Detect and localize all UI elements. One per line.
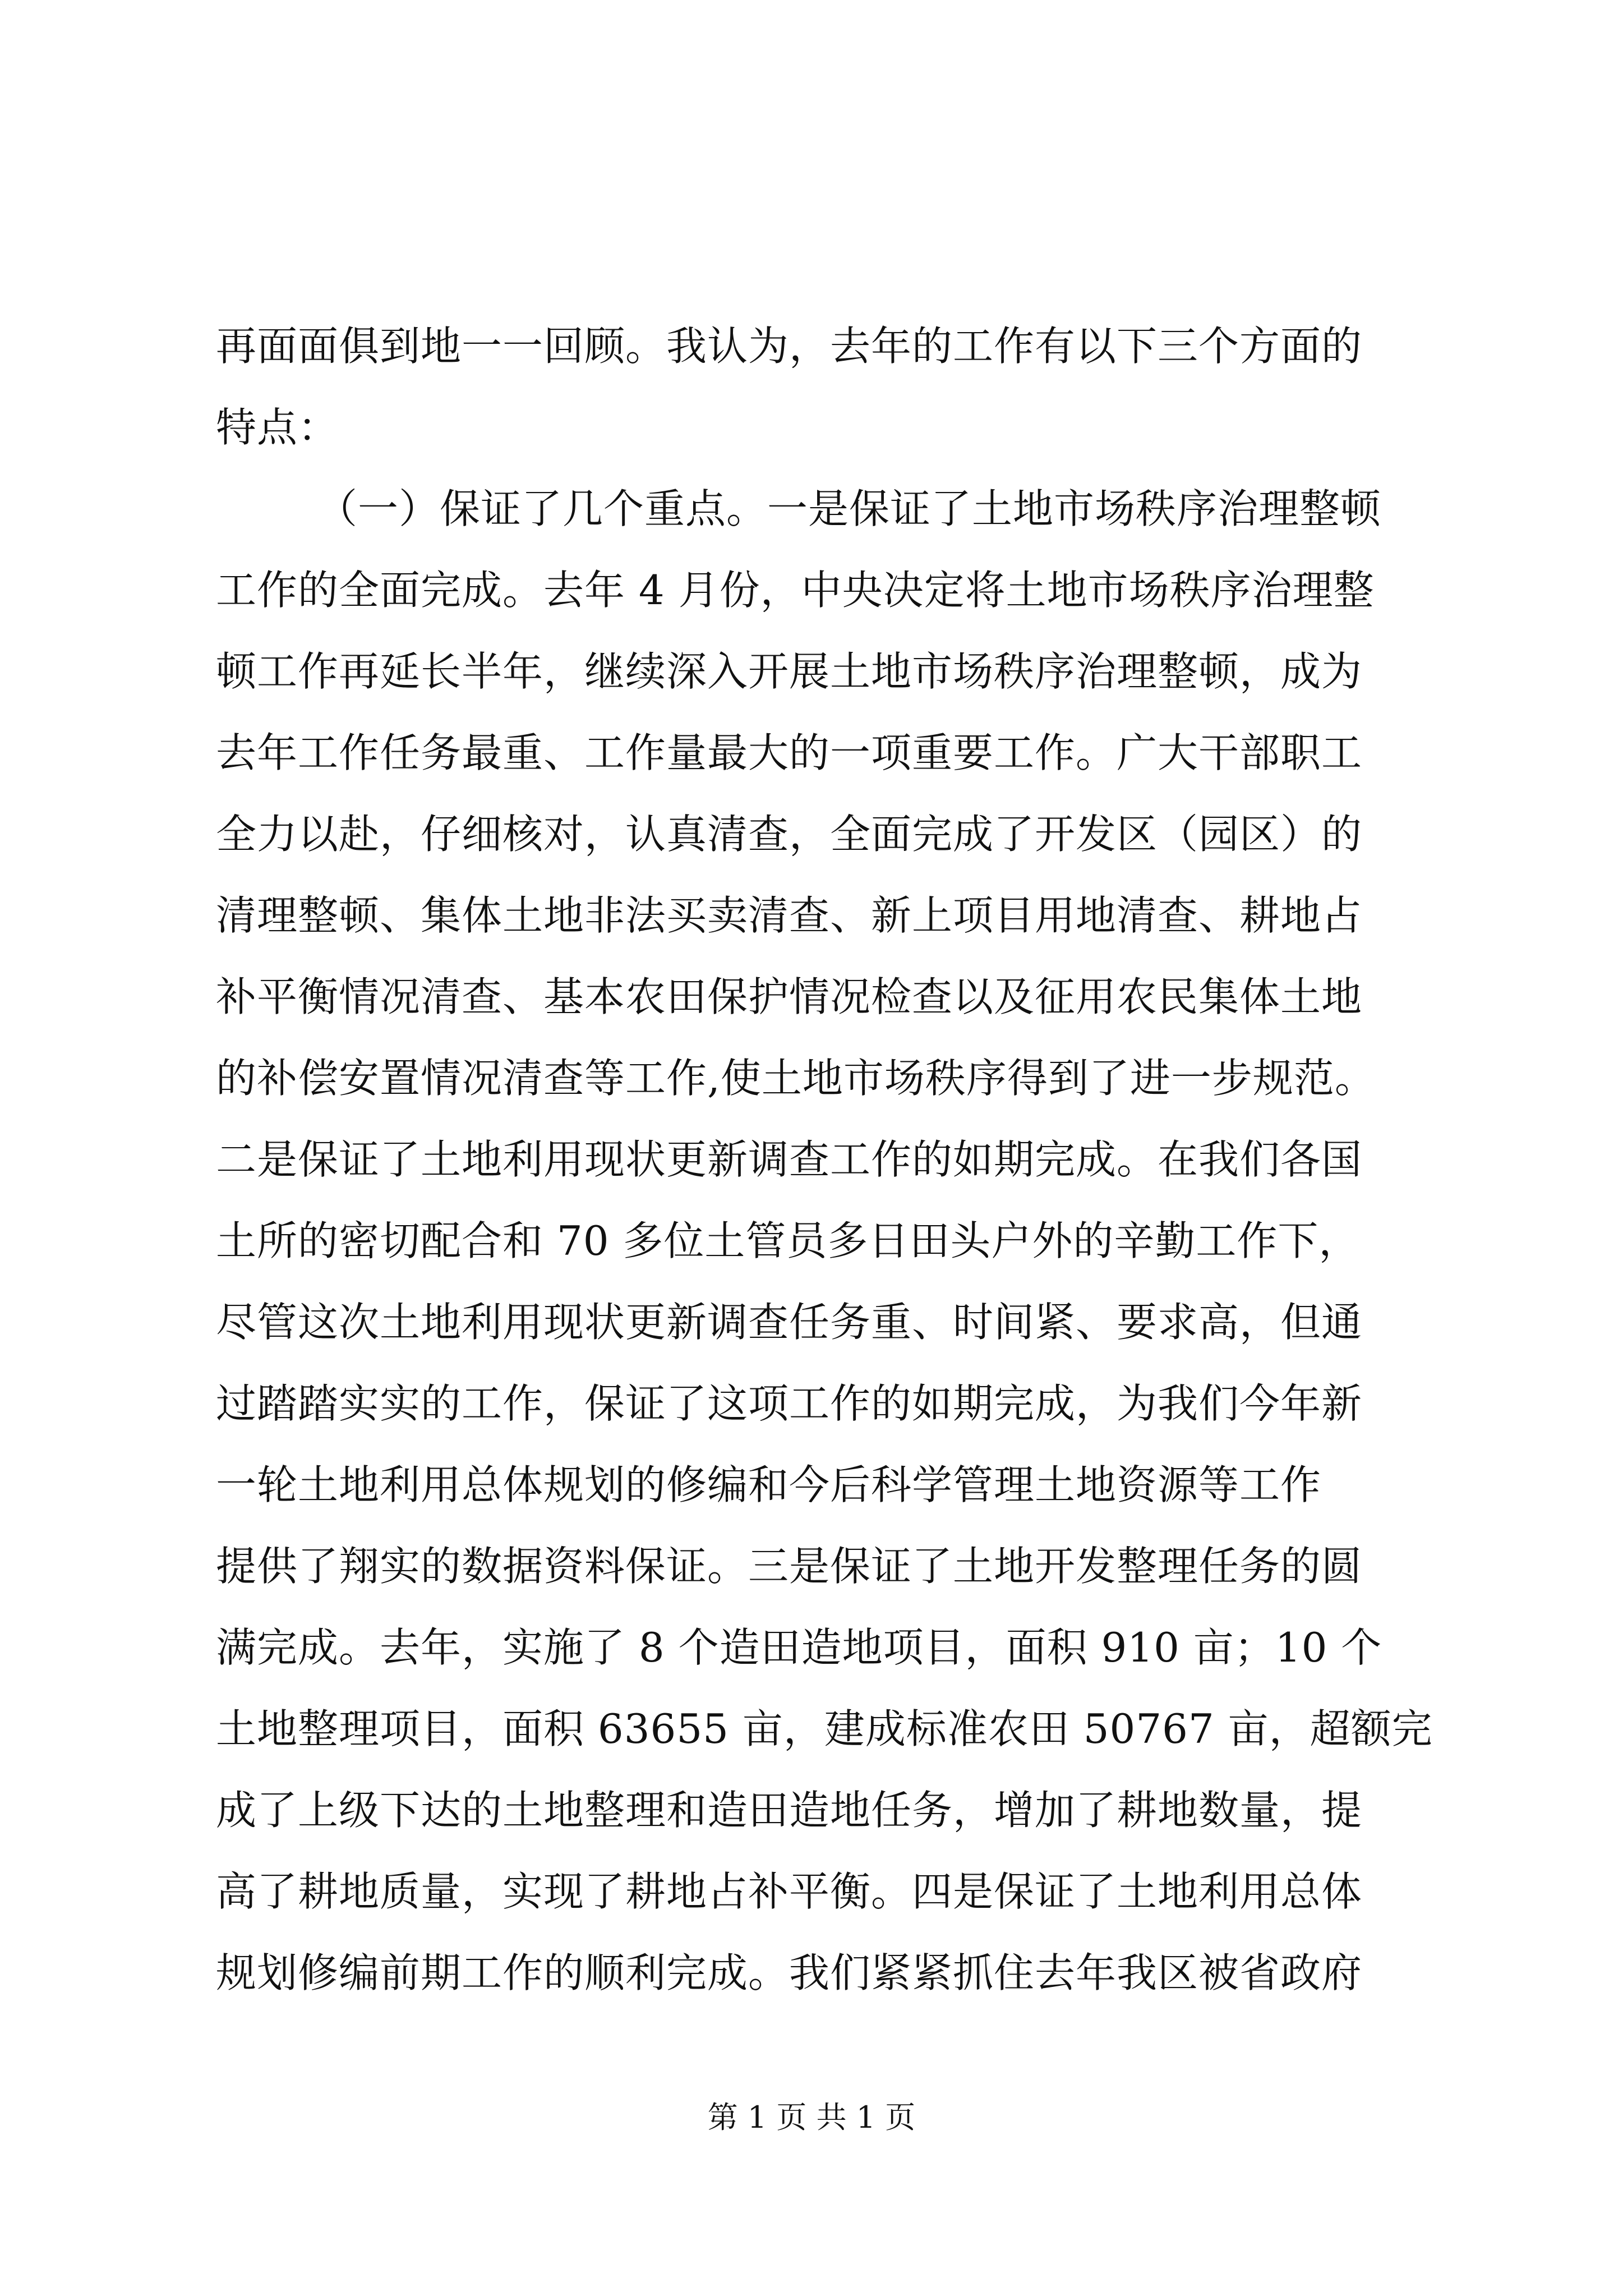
page-footer: 第 1 页 共 1 页	[707, 2100, 916, 2135]
text-line: 二是保证了土地利用现状更新调查工作的如期完成。在我们各国	[216, 1136, 1363, 1183]
text-line: 清理整顿、集体土地非法买卖清查、新上项目用地清查、耕地占	[216, 892, 1363, 939]
text-line: 再面面俱到地一一回顾。我认为，去年的工作有以下三个方面的	[216, 323, 1363, 370]
text-line: 尽管这次土地利用现状更新调查任务重、时间紧、要求高，但通	[216, 1299, 1363, 1346]
paragraph-first-line: （一）保证了几个重点。一是保证了土地市场秩序治理整顿	[317, 485, 1382, 532]
text-line: 顿工作再延长半年，继续深入开展土地市场秩序治理整顿，成为	[216, 648, 1363, 695]
document-body	[216, 306, 1433, 2014]
text-line: 成了上级下达的土地整理和造田造地任务，增加了耕地数量，提	[216, 1787, 1363, 1834]
text-line: 去年工作任务最重、工作量最大的一项重要工作。广大干部职工	[216, 729, 1363, 776]
text-line: 工作的全面完成。去年 4 月份，中央决定将土地市场秩序治理整	[216, 567, 1375, 614]
text-line: 特点：	[216, 404, 339, 451]
text-line: 过踏踏实实的工作，保证了这项工作的如期完成，为我们今年新	[216, 1380, 1363, 1427]
text-line: 提供了翔实的数据资料保证。三是保证了土地开发整理任务的圆	[216, 1543, 1363, 1590]
text-line: 土所的密切配合和 70 多位土管员多日田头户外的辛勤工作下，	[216, 1217, 1360, 1264]
text-line: 土地整理项目，面积 63655 亩，建成标准农田 50767 亩，超额完	[216, 1705, 1433, 1752]
text-line: 全力以赴，仔细核对，认真清查，全面完成了开发区（园区）的	[216, 811, 1363, 858]
text-line: 补平衡情况清查、基本农田保护情况检查以及征用农民集体土地	[216, 973, 1363, 1020]
text-line: 规划修编前期工作的顺利完成。我们紧紧抓住去年我区被省政府	[216, 1949, 1363, 1996]
text-line: 的补偿安置情况清查等工作,使土地市场秩序得到了进一步规范。	[216, 1055, 1376, 1102]
text-line: 满完成。去年，实施了 8 个造田造地项目，面积 910 亩；10 个	[216, 1624, 1382, 1671]
text-line: 一轮土地利用总体规划的修编和今后科学管理土地资源等工作	[216, 1461, 1322, 1508]
text-line: 高了耕地质量，实现了耕地占补平衡。四是保证了土地利用总体	[216, 1868, 1363, 1915]
